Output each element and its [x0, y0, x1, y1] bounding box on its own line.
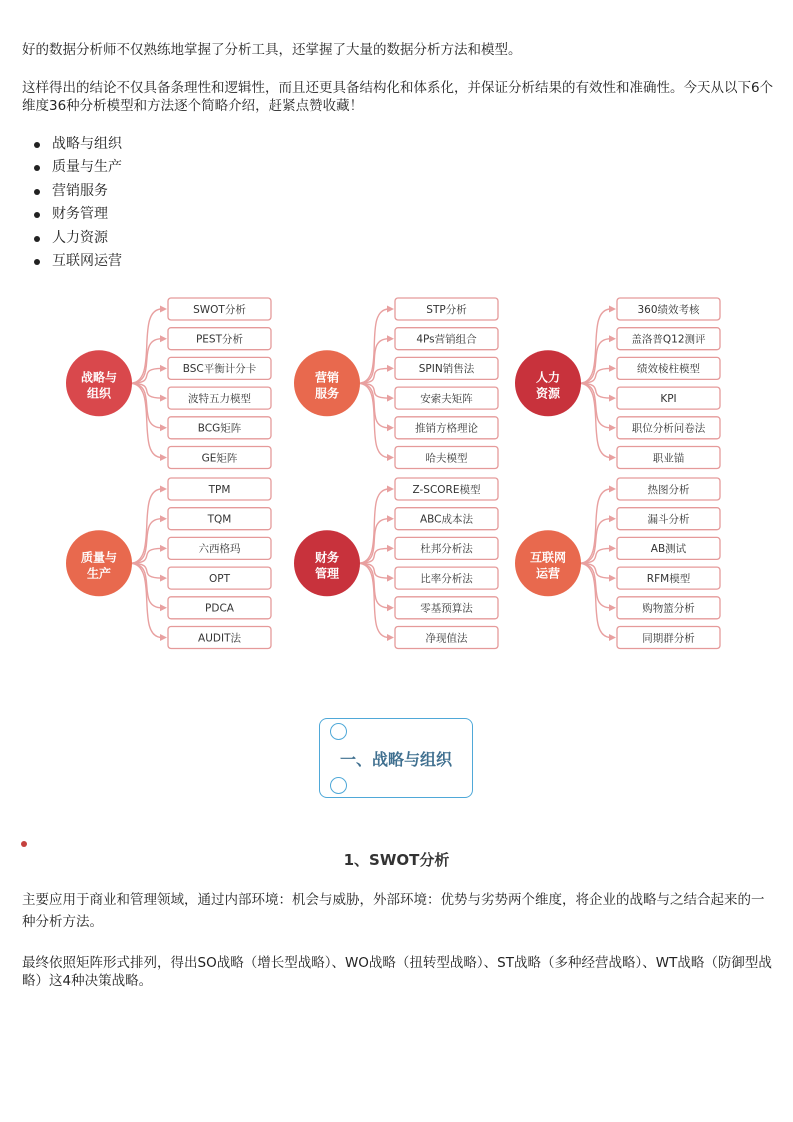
model-label: 净现值法 [425, 632, 468, 645]
model-label: ABC成本法 [419, 513, 474, 526]
model-label: 360绩效考核 [637, 303, 700, 316]
connector-arrow [160, 634, 167, 641]
connector-arrow [609, 365, 616, 372]
connector-line [130, 489, 162, 563]
model-label: 职业锚 [652, 452, 685, 465]
dimension-list [22, 133, 122, 273]
model-label: 零基预算法 [420, 602, 473, 615]
connector-line [579, 383, 611, 457]
analysis-model-mindmap [58, 288, 734, 656]
model-label: TQM [207, 513, 232, 526]
connector-arrow [160, 486, 167, 493]
model-label: 波特五力模型 [188, 392, 251, 405]
model-label: KPI [660, 392, 677, 405]
connector-arrow [160, 575, 167, 582]
model-label: 杜邦分析法 [420, 543, 473, 556]
connector-arrow [609, 335, 616, 342]
model-label: 购物篮分析 [642, 602, 695, 615]
model-label: 绩效棱柱模型 [637, 363, 700, 376]
swot-paragraph-1: 主要应用于商业和管理领域，通过内部环境：机会与威胁，外部环境：优势与劣势两个维度，将企业的战略与之结合起来的一种分析方法。 [22, 892, 765, 930]
model-label: 哈夫模型 [425, 452, 468, 465]
model-label: TPM [208, 483, 231, 496]
connector-line [579, 489, 611, 563]
section-title: 一、战略与组织 [339, 750, 452, 769]
model-label: 热图分析 [647, 483, 690, 496]
list-item: 质量与生产 [22, 156, 122, 179]
model-label: 推销方格理论 [415, 422, 478, 435]
model-label: AUDIT法 [198, 632, 241, 645]
connector-arrow [160, 454, 167, 461]
model-label: PEST分析 [195, 333, 244, 346]
list-item: 战略与组织 [22, 133, 122, 156]
model-label: RFM模型 [646, 572, 691, 585]
connector-arrow [609, 515, 616, 522]
connector-arrow [609, 575, 616, 582]
intro-paragraph-2: 这样得出的结论不仅具备条理性和逻辑性，而且还更具备结构化和体系化，并保证分析结果的有效性和准确性。今天从以下6个维度36种分析模型和方法逐个简略介绍，赶紧点赞收藏！ [22, 80, 774, 114]
connector-arrow [609, 604, 616, 611]
model-label: STP分析 [426, 303, 467, 316]
mindmap-svg [58, 288, 734, 656]
list-item: 人力资源 [22, 227, 122, 250]
swot-heading: 1、SWOT分析 [343, 851, 450, 869]
connector-arrow [160, 545, 167, 552]
connector-arrow [160, 424, 167, 431]
model-label: SPIN销售法 [418, 363, 475, 376]
connector-arrow [387, 365, 394, 372]
connector-arrow [387, 306, 394, 313]
model-label: BCG矩阵 [197, 422, 242, 435]
connector-line [579, 563, 611, 637]
connector-arrow [160, 395, 167, 402]
connector-arrow [160, 604, 167, 611]
swot-paragraph-2: 最终依照矩阵形式排列，得出SO战略（增长型战略）、WO战略（扭转型战略）、ST战略（多种经营战略）、WT战略（防御型战略）这4种决策战略。 [22, 955, 772, 989]
model-label: 同期群分析 [642, 632, 695, 645]
connector-line [130, 383, 162, 457]
model-label: BSC平衡计分卡 [182, 363, 257, 376]
model-label: 漏斗分析 [647, 513, 690, 526]
connector-arrow [609, 395, 616, 402]
category-label: 生产 [86, 566, 112, 581]
connector-arrow [609, 306, 616, 313]
category-label: 服务 [314, 386, 340, 401]
category-label: 运营 [535, 566, 561, 581]
model-label: 六西格玛 [198, 543, 241, 556]
connector-arrow [609, 454, 616, 461]
connector-line [130, 563, 162, 637]
category-label: 组织 [86, 386, 112, 401]
connector-arrow [609, 634, 616, 641]
category-label: 营销 [314, 370, 340, 385]
connector-line [130, 309, 162, 383]
category-label: 资源 [535, 386, 561, 401]
model-label: 安索夫矩阵 [420, 392, 473, 405]
category-label: 人力 [535, 370, 561, 385]
category-label: 互联网 [529, 550, 567, 565]
ring-decoration [330, 777, 347, 794]
model-label: 4Ps营销组合 [416, 333, 477, 346]
connector-arrow [609, 545, 616, 552]
connector-arrow [387, 486, 394, 493]
connector-arrow [387, 424, 394, 431]
category-label: 财务 [314, 550, 340, 565]
model-label: AB测试 [650, 543, 687, 556]
connector-arrow [160, 365, 167, 372]
list-item: 财务管理 [22, 203, 122, 226]
model-label: 比率分析法 [420, 572, 473, 585]
connector-arrow [387, 335, 394, 342]
model-label: SWOT分析 [193, 303, 246, 316]
connector-arrow [387, 604, 394, 611]
model-label: 盖洛普Q12测评 [631, 333, 706, 346]
model-label: Z-SCORE模型 [412, 483, 481, 496]
model-label: PDCA [205, 602, 234, 615]
connector-arrow [609, 424, 616, 431]
model-label: 职位分析问卷法 [631, 422, 706, 435]
connector-arrow [609, 486, 616, 493]
category-label: 战略与 [80, 370, 118, 385]
connector-arrow [387, 515, 394, 522]
section-header-box [319, 718, 473, 798]
connector-line [579, 309, 611, 383]
model-label: GE矩阵 [201, 452, 238, 465]
ring-decoration [330, 723, 347, 740]
list-item: 营销服务 [22, 180, 122, 203]
list-item: 互联网运营 [22, 250, 122, 273]
connector-arrow [387, 454, 394, 461]
connector-arrow [160, 335, 167, 342]
category-label: 管理 [314, 566, 340, 581]
connector-arrow [387, 634, 394, 641]
model-label: OPT [208, 572, 231, 585]
connector-arrow [387, 395, 394, 402]
connector-arrow [387, 575, 394, 582]
category-label: 质量与 [80, 550, 118, 565]
connector-arrow [387, 545, 394, 552]
intro-paragraph-1: 好的数据分析师不仅熟练地掌握了分析工具，还掌握了大量的数据分析方法和模型。 [22, 42, 522, 58]
connector-arrow [160, 306, 167, 313]
bullet-dot [21, 841, 27, 847]
connector-arrow [160, 515, 167, 522]
